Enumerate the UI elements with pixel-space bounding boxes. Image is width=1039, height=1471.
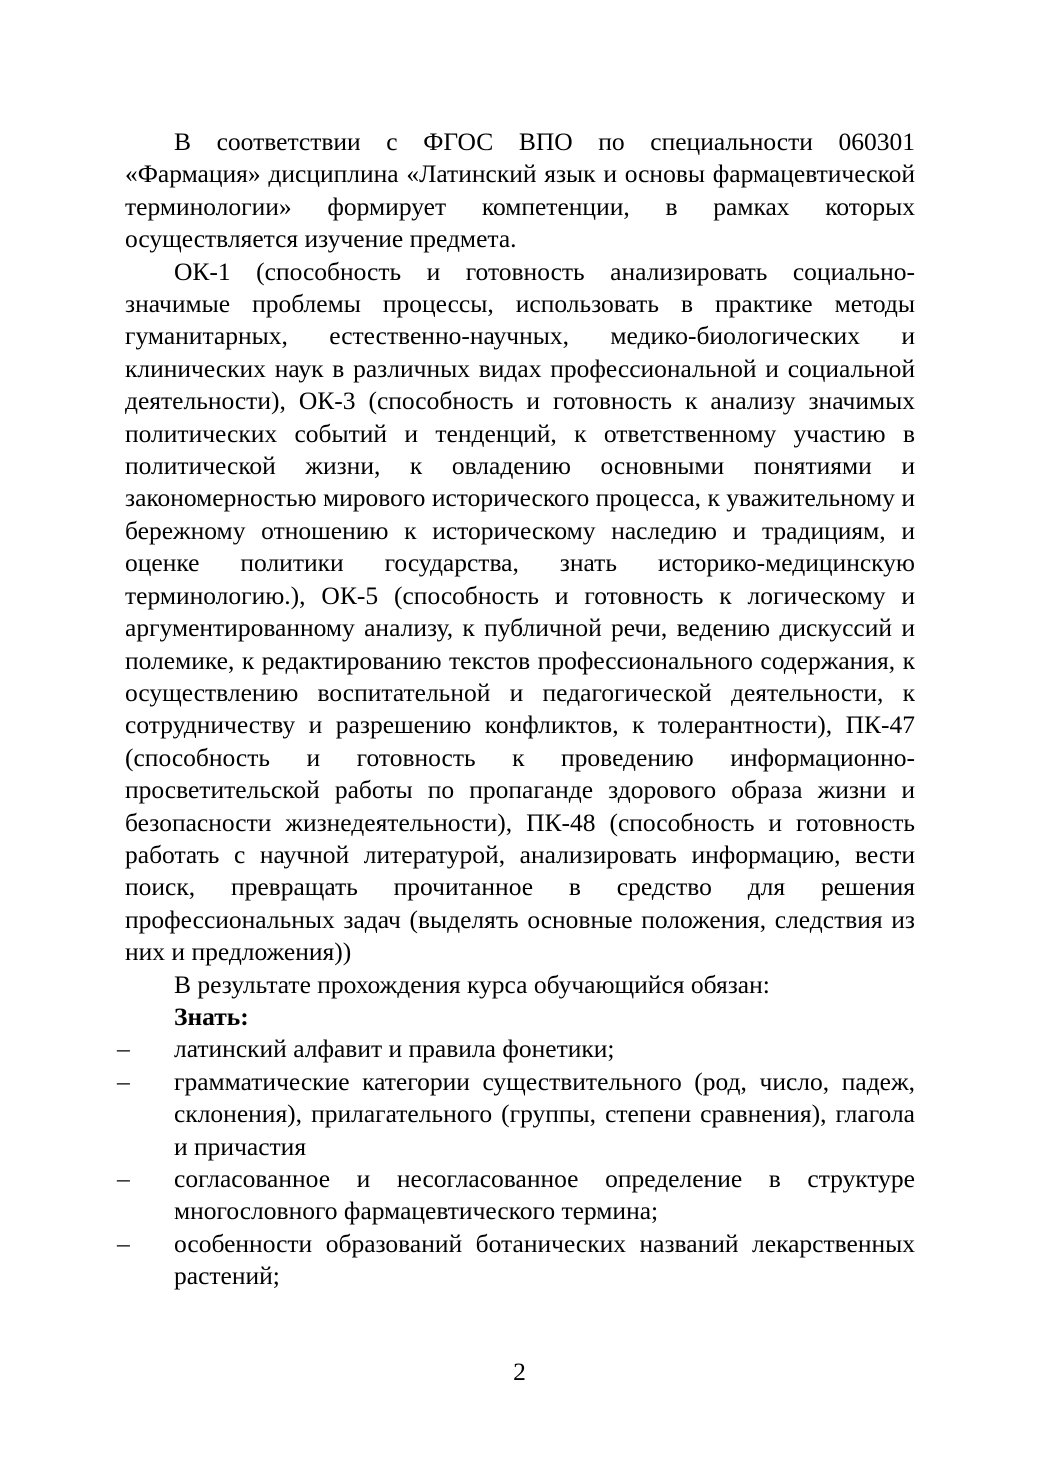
know-heading: Знать: xyxy=(174,1001,249,1031)
list-dash: – xyxy=(117,1066,130,1096)
list-item-text: согласованное и несогласованное определение в структуре многословного фармацевтического термина; xyxy=(174,1164,915,1226)
list-item-text: особенности образований ботанических названий лекарственных растений; xyxy=(174,1228,915,1291)
list-item xyxy=(117,1228,915,1293)
list-dash: – xyxy=(117,1164,130,1193)
page-body xyxy=(117,126,915,1293)
list-dash: – xyxy=(117,1228,130,1258)
list-item xyxy=(117,1066,915,1163)
list-item xyxy=(117,1033,915,1065)
know-list xyxy=(117,1033,915,1292)
list-item-text: грамматические категории существительного (род, число, падеж, склонения), прилагательного (группы, степени сравнения), глагола и причастия xyxy=(174,1066,915,1161)
list-item xyxy=(117,1163,915,1228)
paragraph-competencies: ОК-1 (способность и готовность анализировать социально-значимые проблемы процессы, использовать в практике методы гуманитарных, естественно-научных, медико-биологических и клинических наук в различных видах профессиональной и социальной деятельности), ОК-3 (способность и готовность к анализу значимых политических событий и тенденций, к ответственному участию в политической жизни, к овладению основными понятиями и закономерностью мирового исторического процесса, к уважительному и бережному отношению к историческому наследию и традициям, и оценке политики государства, знать историко-медицинскую терминологию.), ОК-5 (способность и готовность к логическому и аргументированному анализу, к публичной речи, ведению дискуссий и полемике, к редактированию текстов профессионального содержания, к осуществлению воспитательной и педагогической деятельности, к сотрудничеству и разрешению конфликтов, к толерантности), ПК-47 (способность и готовность к проведению информационно-просветительской работы по пропаганде здорового образа жизни и безопасности жизнедеятельности), ПК-48 (способность и готовность работать с научной литературой, анализировать информацию, вести поиск, превращать прочитанное в средство для решения профессиональных задач (выделять основные положения, следствия из них и предложения)) xyxy=(125,256,915,967)
list-item-text: латинский алфавит и правила фонетики; xyxy=(174,1034,615,1064)
paragraph-result: В результате прохождения курса обучающийся обязан: xyxy=(174,969,770,999)
paragraph-intro: В соответствии с ФГОС ВПО по специальности 060301 «Фармация» дисциплина «Латинский язык и основы фармацевтической терминологии» формирует компетенции, в рамках которых осуществляется изучение предмета. xyxy=(125,127,915,254)
page-number: 2 xyxy=(513,1357,526,1386)
list-dash: – xyxy=(117,1034,130,1064)
